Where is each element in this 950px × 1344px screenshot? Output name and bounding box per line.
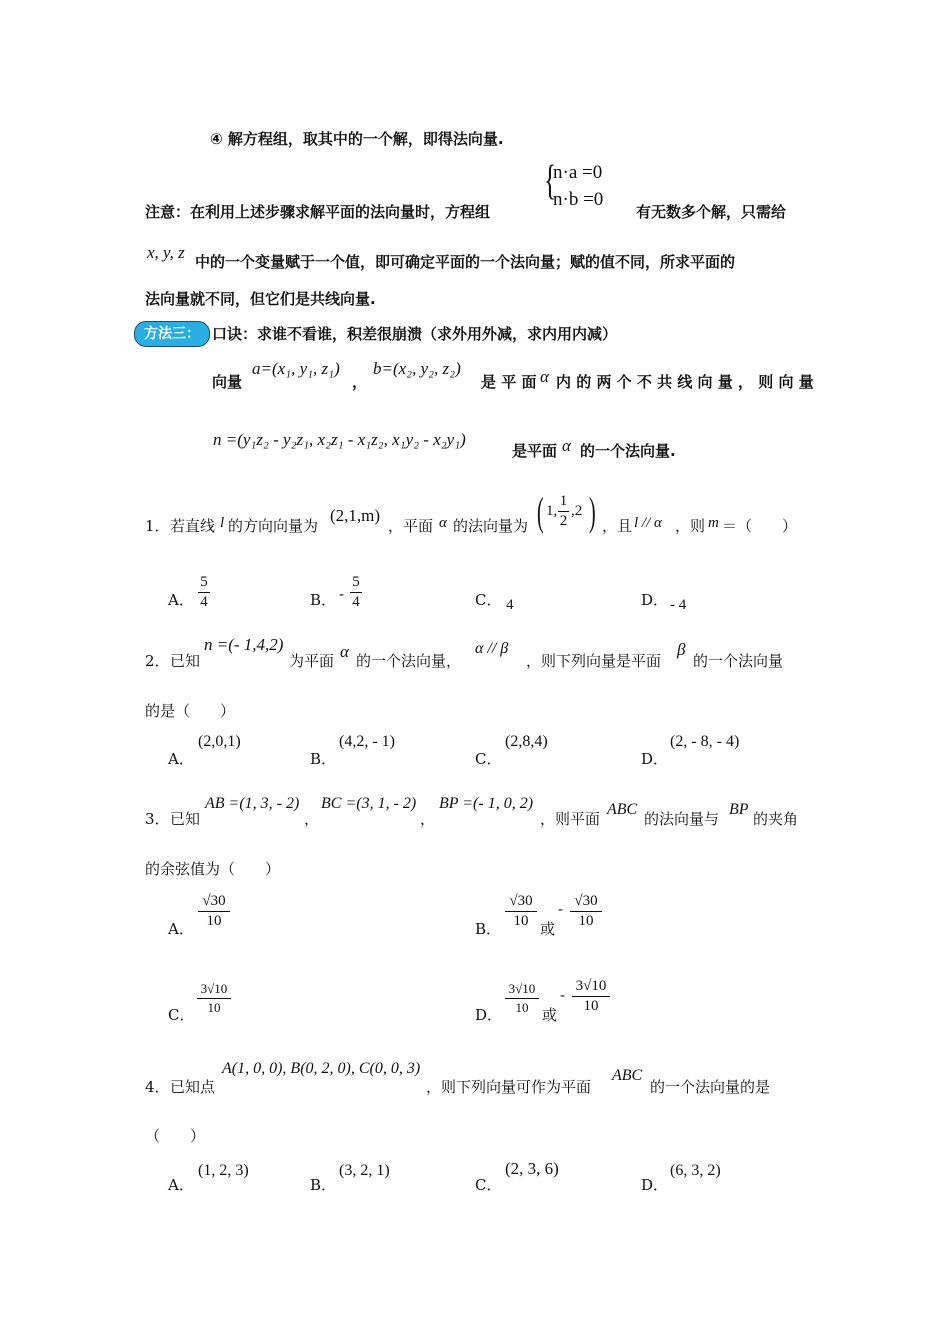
note-text-3: 中的一个变量赋于一个值，即可确定平面的一个法向量；赋的值不同，所求平面的 (195, 253, 736, 271)
q1-option-a-label[interactable]: A． (168, 591, 194, 609)
q2-stem-f: 的是（ ） (145, 702, 236, 720)
q3-option-d-value-2 (572, 978, 610, 1015)
q3-option-a-den: 10 (206, 913, 222, 929)
q4-number: 4． (145, 1078, 170, 1096)
q3-option-d-num: 3√10 (508, 981, 536, 996)
q3-option-b-value-2 (570, 893, 602, 930)
vector-b: b=(x₂, y₂, z₂) (373, 359, 461, 378)
q3-stem-b: ，则平面 (540, 810, 601, 828)
q3-option-b-sign: - (558, 900, 564, 918)
q3-sep-1: ， (304, 810, 320, 828)
system-eq-1: n·a =0 (553, 162, 603, 183)
q1-number: 1． (145, 517, 170, 535)
q4-stem-a: 已知点 (170, 1078, 216, 1096)
q1-stem-c: ，平面 (388, 517, 434, 535)
q2-option-d-label[interactable]: D． (641, 750, 669, 768)
alpha-symbol: α (540, 367, 549, 386)
q1-paren-left: ( (537, 489, 544, 534)
q2-option-a-value: (2,0,1) (198, 733, 241, 750)
q2-option-c-label[interactable]: C． (475, 750, 502, 768)
normal-formula: n =(y₁z₂ - y₂z₁, x₂z₁ - x₁z₂, x₁y₂ - x₂y₁) (213, 430, 466, 449)
q2-option-a-label[interactable]: A． (168, 750, 194, 768)
q2-stem-e: 的一个法向量 (693, 652, 784, 670)
q4-stem-b: ，则下列向量可作为平面 (426, 1078, 592, 1096)
q2-option-b-value: (4,2, - 1) (339, 733, 395, 750)
q1-option-b-label[interactable]: B． (310, 591, 337, 609)
q1-stem-d: 的法向量为 (453, 517, 529, 535)
q4-option-a-value: (1, 2, 3) (198, 1162, 249, 1179)
q1-option-d-value: - 4 (670, 597, 687, 613)
q1-stem-f: ，则 (675, 517, 706, 535)
q1-stem-a: 若直线 (170, 517, 216, 535)
q4-option-b-label[interactable]: B． (310, 1176, 337, 1194)
q4-option-c-value: (2, 3, 6) (505, 1159, 559, 1178)
q1-option-a-value (198, 574, 210, 611)
vector-a: a=(x₁, y₁, z₁) (252, 359, 340, 378)
q3-vector-ab: AB =(1, 3, - 2) (205, 795, 300, 812)
q1-parallel: l // α (634, 515, 662, 531)
q1-stem-e: ，且 (602, 517, 633, 535)
q3-option-b-label[interactable]: B． (475, 920, 502, 938)
q2-option-b-label[interactable]: B． (310, 750, 337, 768)
note-text-4: 法向量就不同，但它们是共线向量. (145, 290, 376, 308)
q4-option-a-label[interactable]: A． (168, 1176, 194, 1194)
q4-option-c-label[interactable]: C． (475, 1176, 502, 1194)
q1-option-b-value (350, 574, 362, 611)
q3-stem-d: 的夹角 (753, 810, 799, 828)
q2-stem-a: 已知 (170, 652, 201, 670)
method3-line1-c: 内 的 两 个 不 共 线 向 量 ， 则 向 量 (556, 373, 814, 391)
q1-option-c-value: 4 (506, 597, 514, 613)
q3-option-a-label[interactable]: A． (168, 920, 194, 938)
q2-option-c-value: (2,8,4) (505, 733, 548, 750)
method3-line1-a: 向量 (212, 373, 243, 391)
method3-line1-b: 是 平 面 (481, 373, 537, 391)
q3-option-b-num: √30 (509, 893, 533, 909)
q3-option-b-den-2: 10 (578, 913, 594, 929)
q1-stem-g: ＝（ ） (722, 517, 798, 535)
alpha-symbol: α (562, 436, 571, 455)
q3-option-d-sign: - (560, 986, 566, 1004)
q1-normal-b: ,2 (571, 503, 583, 519)
q3-plane-abc: ABC (607, 801, 638, 818)
note-text-1: 注意：在利用上述步骤求解平面的法向量时，方程组 (145, 203, 491, 221)
q1-alpha: α (439, 515, 447, 531)
q1-half-den: 2 (559, 513, 568, 529)
step4-text: ④ 解方程组，取其中的一个解，即得法向量. (210, 130, 504, 148)
q1-l: l (220, 515, 225, 531)
q3-option-b-or: 或 (540, 920, 556, 938)
q2-stem-b: 为平面 (289, 652, 335, 670)
q4-stem-c: 的一个法向量的是 (650, 1078, 771, 1096)
q2-normal-vector: n =(- 1,4,2) (204, 635, 284, 654)
q3-option-c-den: 10 (207, 1000, 221, 1015)
q1-option-d-label[interactable]: D． (641, 591, 669, 609)
system-eq-2: n·b =0 (553, 189, 604, 210)
q3-option-c-num: 3√10 (200, 981, 228, 996)
q2-number: 2． (145, 652, 170, 670)
method3-line2-b: 的一个法向量. (580, 442, 676, 460)
note-text-2: 有无数多个解，只需给 (636, 203, 787, 221)
brace-symbol: { (544, 158, 557, 204)
q3-vector-bp-2: BP (729, 801, 749, 818)
note-vars: x, y, z (147, 243, 185, 262)
q3-stem-e: 的余弦值为（ ） (145, 860, 281, 878)
method3-badge: 方法三： (134, 321, 210, 347)
q3-option-a-num: √30 (202, 893, 226, 909)
q4-option-b-value: (3, 2, 1) (339, 1162, 390, 1179)
q4-points: A(1, 0, 0), B(0, 2, 0), C(0, 0, 3) (222, 1060, 421, 1077)
q1-option-a-num: 5 (200, 574, 208, 590)
q1-normal-a: 1, (546, 503, 558, 519)
q1-paren-right: ) (589, 489, 596, 534)
q3-vector-bc: BC =(3, 1, - 2) (321, 795, 417, 812)
q1-half-num: 1 (559, 493, 568, 509)
q2-beta: β (677, 640, 686, 659)
q2-parallel: α // β (475, 640, 509, 657)
q3-option-d-den-2: 10 (583, 998, 599, 1014)
q3-option-d-value (505, 981, 539, 1016)
q2-option-d-value: (2, - 8, - 4) (670, 733, 740, 750)
q1-half-fraction (558, 493, 569, 530)
q1-option-b-num: 5 (352, 574, 360, 590)
q3-option-d-or: 或 (542, 1006, 558, 1024)
q2-alpha: α (340, 642, 349, 661)
q2-stem-c: 的一个法向量， (356, 652, 462, 670)
q2-stem-d: ，则下列向量是平面 (526, 652, 662, 670)
q3-number: 3． (145, 810, 170, 828)
q1-m: m (708, 515, 719, 531)
q1-option-a-den: 4 (200, 594, 208, 610)
q4-stem-d: （ ） (145, 1127, 206, 1145)
q3-sep-2: ， (420, 810, 436, 828)
q4-option-d-value: (6, 3, 2) (670, 1162, 721, 1179)
method3-comma: ， (352, 373, 368, 391)
q4-plane-abc: ABC (612, 1067, 643, 1084)
q3-option-b-den: 10 (513, 913, 529, 929)
q3-option-d-label[interactable]: D． (475, 1006, 503, 1024)
q3-option-b-value (505, 893, 537, 930)
q1-stem-b: 的方向向量为 (228, 517, 319, 535)
q1-option-b-sign: - (339, 585, 345, 603)
method3-line2-a: 是平面 (512, 442, 558, 460)
q3-vector-bp: BP =(- 1, 0, 2) (439, 795, 534, 812)
q3-option-d-num-2: 3√10 (575, 978, 607, 994)
q1-option-c-label[interactable]: C． (475, 591, 502, 609)
q3-stem-c: 的法向量与 (644, 810, 720, 828)
q3-stem-a: 已知 (170, 810, 201, 828)
q3-option-c-label[interactable]: C． (168, 1006, 195, 1024)
method3-title: 口诀：求谁不看谁，积差很崩溃（求外用外减，求内用内减） (212, 325, 618, 343)
q3-option-d-den: 10 (515, 1000, 529, 1015)
q3-option-b-num-2: √30 (574, 893, 598, 909)
q3-option-a-value (198, 893, 230, 930)
q1-direction-vector: (2,1,m) (330, 506, 381, 525)
q4-option-d-label[interactable]: D． (641, 1176, 669, 1194)
q1-option-b-den: 4 (352, 594, 360, 610)
q3-option-c-value (197, 981, 231, 1016)
